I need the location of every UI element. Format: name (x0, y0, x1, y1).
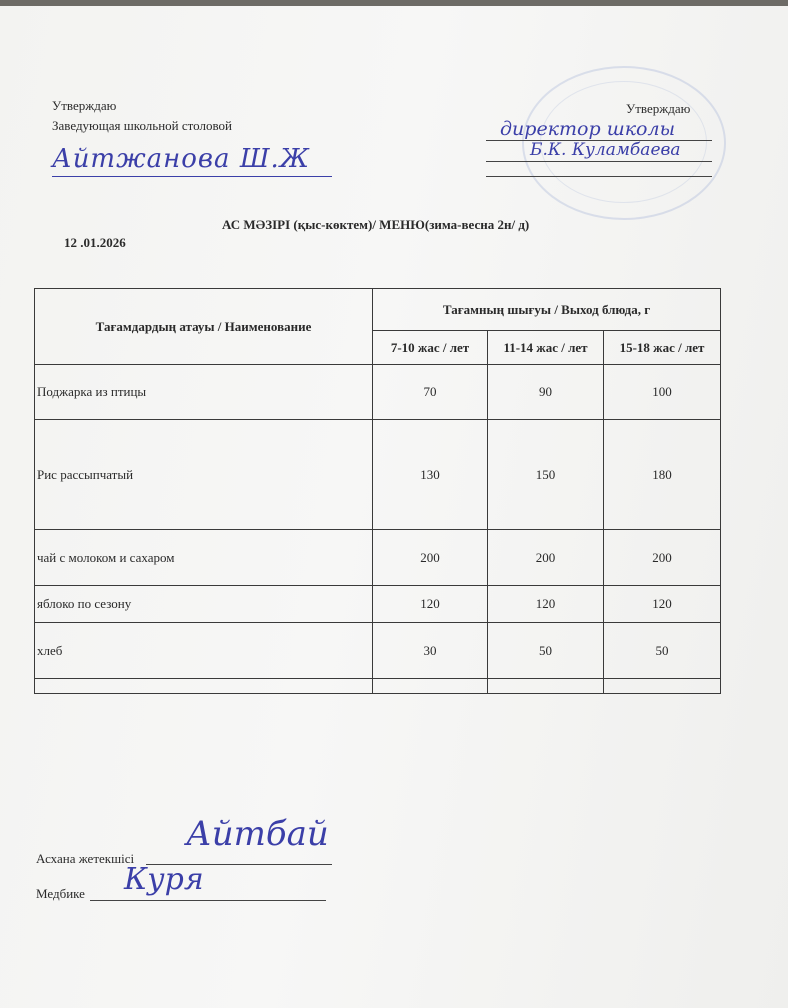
output-7-10: 70 (373, 365, 488, 420)
table-row (35, 586, 721, 623)
output-7-10: 130 (373, 420, 488, 530)
table-row (35, 530, 721, 586)
header-output: Тағамның шығуы / Выход блюда, г (373, 289, 721, 331)
dish-name: хлеб (35, 623, 373, 679)
menu-date: 12 .01.2026 (64, 235, 126, 250)
approve-right-handwritten-2: Б.К. Куламбаева (530, 140, 681, 160)
cook-signature: Айтбай (186, 814, 329, 854)
approve-left-label: Утверждаю (52, 98, 117, 113)
output-15-18: 180 (604, 420, 721, 530)
output-11-14: 120 (488, 586, 604, 623)
dish-name: Поджарка из птицы (35, 365, 373, 420)
menu-title: АС МӘЗІРІ (қыс-көктем)/ МЕНЮ(зима-весна 2н/ д) (222, 217, 530, 232)
dish-name: чай с молоком и сахаром (35, 530, 373, 586)
approve-right-handwritten-1: директор школы (500, 118, 676, 140)
nurse-label: Медбике (36, 886, 85, 901)
output-15-18: 50 (604, 623, 721, 679)
approve-left-position: Заведующая школьной столовой (52, 118, 232, 133)
output-11-14: 200 (488, 530, 604, 586)
table-row (35, 623, 721, 679)
nurse-signature: Куря (124, 862, 204, 897)
approve-right-line-3 (486, 176, 712, 177)
header-age-7-10: 7-10 жас / лет (373, 331, 488, 365)
approve-left-signature: Айтжанова Ш.Ж (52, 144, 310, 174)
table-row (35, 365, 721, 420)
signature-underline-left (52, 176, 332, 177)
output-15-18: 100 (604, 365, 721, 420)
header-dish-name: Тағамдардың атауы / Наименование (35, 289, 373, 365)
dish-name: яблоко по сезону (35, 586, 373, 623)
cook-label: Асхана жетекшісі (36, 851, 135, 866)
menu-table (34, 288, 721, 694)
output-15-18: 200 (604, 530, 721, 586)
output-11-14: 90 (488, 365, 604, 420)
output-11-14: 150 (488, 420, 604, 530)
header-age-11-14: 11-14 жас / лет (488, 331, 604, 365)
dish-name: Рис рассыпчатый (35, 420, 373, 530)
output-7-10: 30 (373, 623, 488, 679)
output-7-10: 120 (373, 586, 488, 623)
approve-right-line-2 (486, 161, 712, 162)
table-row-empty (35, 679, 721, 694)
table-row (35, 420, 721, 530)
output-7-10: 200 (373, 530, 488, 586)
output-15-18: 120 (604, 586, 721, 623)
nurse-signature-line (90, 900, 326, 901)
output-11-14: 50 (488, 623, 604, 679)
approve-right-label: Утверждаю (626, 101, 691, 116)
header-age-15-18: 15-18 жас / лет (604, 331, 721, 365)
menu-document (0, 6, 788, 1008)
